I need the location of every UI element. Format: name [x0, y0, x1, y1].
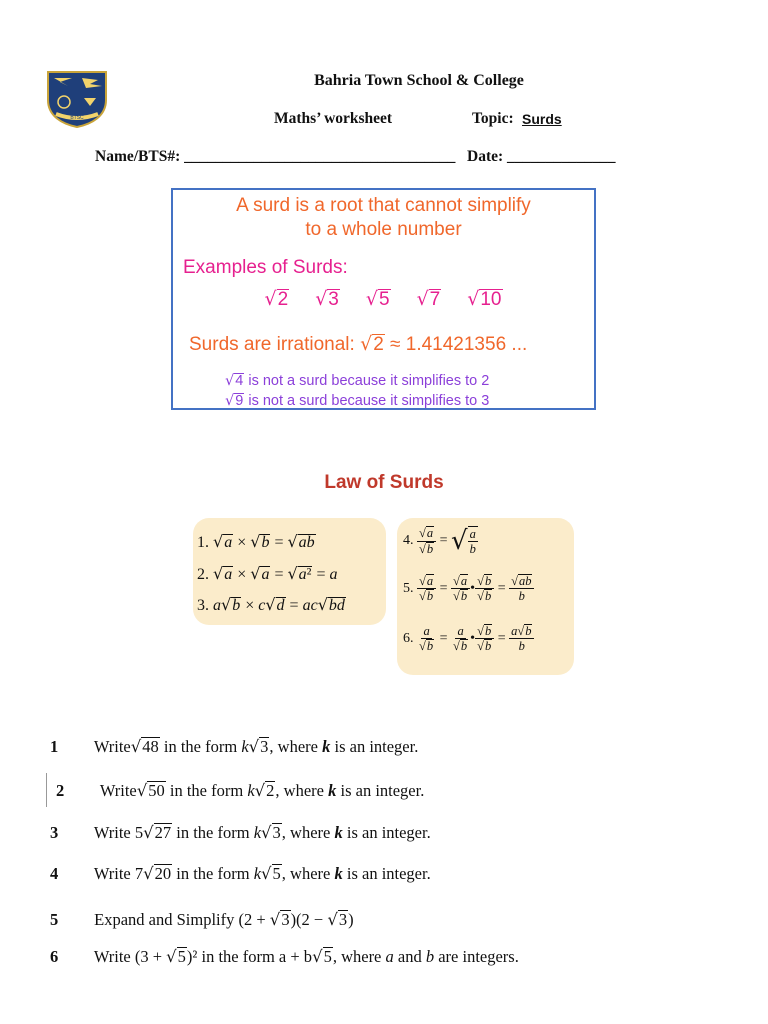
example-surd: √5 — [365, 288, 390, 310]
margin-line — [46, 773, 47, 807]
worksheet-title: Maths’ worksheet — [274, 110, 393, 127]
not-surd-example-1: √4 is not a surd because it simplifies to 2 — [225, 373, 490, 389]
question-5: 5 Expand and Simplify (2 + √3)(2 − √3) — [50, 910, 354, 929]
date-label: Date: — [467, 148, 504, 165]
school-name: Bahria Town School & College — [314, 72, 524, 89]
question-3: 3 Write 5√27 in the form k√3, where k is an integer. — [50, 823, 431, 842]
question-2: 2 Write√50 in the form k√2, where k is an integer. — [56, 781, 425, 800]
law-2: 2. √a × √a = √a² = a — [197, 564, 338, 583]
example-surd: √7 — [416, 288, 441, 310]
irrational-statement: Surds are irrational: √2 ≈ 1.41421356 ... — [189, 333, 528, 355]
surd-definition-box — [171, 188, 596, 410]
law-1: 1. √a × √b = √ab — [197, 532, 315, 551]
laws-box-right — [397, 518, 574, 675]
question-1: 1 Write√48 in the form k√3, where k is an integer. — [50, 737, 419, 756]
name-blank[interactable]: ___________________________________ — [184, 148, 456, 165]
not-surd-example-2: √9 is not a surd because it simplifies to 3 — [225, 393, 490, 409]
example-surd: √10 — [467, 288, 502, 310]
topic-label: Topic: — [472, 110, 514, 127]
name-date-line — [95, 148, 616, 166]
laws-box-left — [193, 518, 386, 625]
examples-list — [173, 288, 594, 311]
law-5: 5. $\frac{√a}{√b}$ = $\frac{√a}{√b}$ • $\frac{√b}{√b}$ = $\frac{√ab}{b}$ — [403, 574, 534, 603]
topic-value: Surds — [522, 111, 562, 127]
example-surd: √2 — [264, 288, 289, 310]
examples-title: Examples of Surds: — [183, 257, 348, 278]
name-label: Name/BTS#: — [95, 148, 181, 165]
law-3: 3. a√b × c√d = ac√bd — [197, 595, 345, 614]
date-blank[interactable]: ______________ — [507, 148, 616, 165]
example-surd: √3 — [315, 288, 339, 310]
law-of-surds-title: Law of Surds — [324, 472, 444, 493]
question-6: 6 Write (3 + √5)² in the form a + b√5, where a and b are integers. — [50, 947, 519, 966]
definition-title: A surd is a root that cannot simplify to a whole number — [236, 195, 531, 240]
law-4: 4. $\frac{√a}{√b}$ = √ $\frac{a}{b}$ — [403, 526, 476, 556]
question-4: 4 Write 7√20 in the form k√5, where k is an integer. — [50, 864, 431, 883]
svg-text:BTSC: BTSC — [70, 115, 84, 121]
law-6: 6. $\frac{a}{√b}$ = $\frac{a}{√b}$ • $\frac{√b}{√b}$ = $\frac{a√b}{b}$ — [403, 624, 534, 653]
